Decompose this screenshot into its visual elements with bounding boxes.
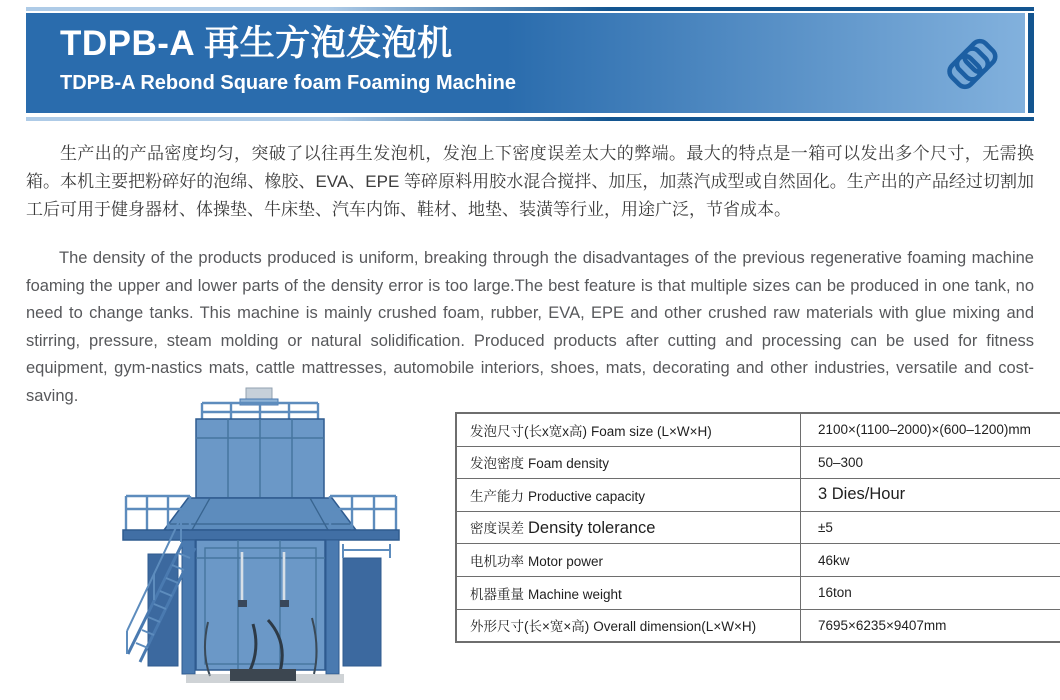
spec-label-cell <box>456 413 801 446</box>
spec-value-cell: 46kw <box>801 544 1060 577</box>
spec-label-cell <box>456 609 801 642</box>
spec-label-zh: 发泡密度 <box>470 456 524 472</box>
spec-label-zh: 发泡尺寸(长x宽x高) <box>470 423 587 439</box>
spec-label-cell <box>456 479 801 512</box>
header-endcap-bar <box>1028 13 1034 113</box>
header-bottom-rule <box>26 117 1034 121</box>
spec-label-zh: 生产能力 <box>470 488 524 504</box>
spec-label-zh: 外形尺寸(长×宽×高) <box>470 619 590 635</box>
spec-value-cell: ±5 <box>801 511 1060 544</box>
spec-label-en: Productive capacity <box>528 488 646 504</box>
table-row <box>456 544 1060 577</box>
spec-label-zh: 密度误差 <box>470 521 524 537</box>
spec-label-cell <box>456 544 801 577</box>
brand-logo-icon <box>941 30 1007 96</box>
intro-paragraph-english: The density of the products produced is uniform, breaking through the disadvantages of the previous regenerative foaming machine foaming the upper and lower parts of the density error is too large.The best feature is that multiple sizes can be produced in one tank, no need to change tanks. This machine is mainly crushed foam, rubber, EVA, EPE and other crushed raw materials with glue mixing and stirring, pressure, steam molding or natural solidification. Produced products after cutting and processing can be used for fitness equipment, gym-nastics mats, cattle mattresses, automobile interiors, shoes, mats, decorating and other industries, versatile and cost-saving. <box>26 249 1034 405</box>
table-row <box>456 479 1060 512</box>
spec-label-cell <box>456 576 801 609</box>
spec-value-cell: 2100×(1100–2000)×(600–1200)mm <box>801 413 1060 446</box>
header-gradient-band <box>26 13 1025 113</box>
header-banner <box>26 7 1034 121</box>
machine-photo <box>90 386 430 692</box>
page-title: TDPB-A 再生方泡发泡机 <box>60 24 453 63</box>
intro-paragraph-chinese: 生产出的产品密度均匀，突破了以往再生发泡机，发泡上下密度误差太大的弊端。最大的特点是一箱可以发出多个尺寸，无需换箱。本机主要把粉碎好的泡绵、橡胶、EVA、EPE 等碎原料用胶水混合搅拌、加压，加蒸汽成型或自然固化。生产出的产品经过切割加工后可用于健身器材、体操垫、牛床垫、汽车内饰、鞋材、地垫、装潢等行业，用途广泛，节省成本。 <box>26 144 1034 219</box>
spec-label-cell <box>456 511 801 544</box>
spec-value-cell: 50–300 <box>801 446 1060 479</box>
header-text-block <box>60 24 516 95</box>
spec-label-en: Foam density <box>528 456 610 472</box>
spec-value-cell: 16ton <box>801 576 1060 609</box>
spec-label-en: Motor power <box>528 554 604 570</box>
spec-label-en: Overall dimension(L×W×H) <box>593 619 757 635</box>
spec-label-zh: 机器重量 <box>470 586 524 602</box>
spec-label-en: Foam size (L×W×H) <box>591 423 712 439</box>
spec-label-cell <box>456 446 801 479</box>
spec-label-zh: 电机功率 <box>470 554 524 570</box>
table-row <box>456 413 1060 446</box>
header-top-rule <box>26 7 1034 11</box>
table-row <box>456 609 1060 642</box>
spec-label-en: Density tolerance <box>528 519 656 538</box>
spec-value-cell: 3 Dies/Hour <box>801 479 1060 512</box>
table-row <box>456 511 1060 544</box>
table-row <box>456 576 1060 609</box>
page-subtitle: TDPB-A Rebond Square foam Foaming Machine <box>60 72 516 94</box>
table-row <box>456 446 1060 479</box>
spec-table <box>455 412 1060 643</box>
spec-value-cell: 7695×6235×9407mm <box>801 609 1060 642</box>
spec-label-en: Machine weight <box>528 586 622 602</box>
